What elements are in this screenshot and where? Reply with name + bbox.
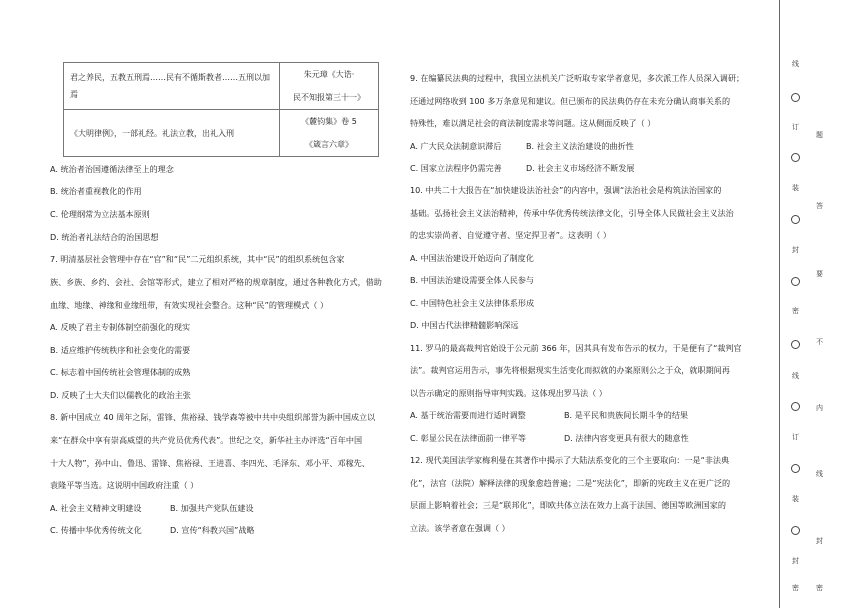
q9-option-c[interactable]: C. 国家立法程序仍需完善 bbox=[410, 163, 502, 173]
binding-char: 装 bbox=[792, 495, 799, 503]
circle-icon bbox=[791, 93, 800, 102]
source-line: 朱元璋《大诰· bbox=[303, 70, 355, 79]
binding-char: 内 bbox=[816, 404, 823, 412]
source-line: 《麓钧集》卷 5 bbox=[301, 117, 357, 126]
q10-option-a[interactable]: A. 中国法治建设开始迈向了制度化 bbox=[410, 253, 534, 263]
binding-char: 订 bbox=[792, 433, 799, 441]
binding-column bbox=[788, 0, 848, 608]
binding-char: 线 bbox=[792, 372, 799, 380]
q9-stem-line: 还通过网络收到 100 多万条意见和建议。但已颁布的民法典仍存在未充分确认商事关系的 bbox=[410, 96, 731, 106]
circle-icon bbox=[791, 277, 800, 286]
q10-stem-line: 基础。弘扬社会主义法治精神，传承中华优秀传统法律文化，引导全体人民做社会主义法治 bbox=[410, 208, 734, 218]
q11-option-a[interactable]: A. 基于统治需要而进行适时调整 bbox=[410, 410, 526, 420]
q10-stem-line: 的忠实崇尚者、自觉遵守者、坚定捍卫者”。这表明（ ） bbox=[410, 230, 612, 240]
q6-option-b[interactable]: B. 统治者重视教化的作用 bbox=[50, 186, 142, 196]
circle-icon bbox=[791, 215, 800, 224]
q6-option-a[interactable]: A. 统治者治国遵循法律至上的理念 bbox=[50, 164, 174, 174]
table-cell-content: 君之养民，五教五刑焉……民有不循斯教者……五刑以加焉 bbox=[64, 63, 280, 110]
q10-option-c[interactable]: C. 中国特色社会主义法律体系形成 bbox=[410, 298, 535, 308]
q7-option-c[interactable]: C. 标志着中国传统社会管理体制的成熟 bbox=[50, 367, 191, 377]
q7-option-a[interactable]: A. 反映了君主专制体制空前强化的现实 bbox=[50, 322, 191, 332]
source-line: 民不知报第三十一》 bbox=[293, 93, 365, 102]
q10-option-b[interactable]: B. 中国法治建设需要全体人民参与 bbox=[410, 275, 535, 285]
q8-stem-line: 8. 新中国成立 40 周年之际，雷锋、焦裕禄、钱学森等被中共中央组织部誉为新中国成立以 bbox=[50, 412, 376, 422]
circle-icon bbox=[791, 340, 800, 349]
q12-stem-line: 化”，法官（法院）解释法律的现象愈趋普遍；二是“宪法化”，即新的宪政主义在更广泛的 bbox=[410, 478, 731, 488]
q8-option-c[interactable]: C. 传播中华优秀传统文化 bbox=[50, 525, 142, 535]
q12-stem-line: 12. 现代美国法学家梅利曼在其著作中揭示了大陆法系变化的三个主要取向：一是“非法典 bbox=[410, 455, 730, 465]
q7-stem-line: 7. 明清基层社会管理中存在“官”和“民”二元组织系统，其中“民”的组织系统包含家 bbox=[50, 254, 345, 264]
q6-option-d[interactable]: D. 统治者礼法结合的治国思想 bbox=[50, 232, 159, 242]
q8-option-b[interactable]: B. 加强共产党队伍建设 bbox=[170, 503, 254, 513]
q6-option-c[interactable]: C. 伦理纲常为立法基本原则 bbox=[50, 209, 150, 219]
q10-option-d[interactable]: D. 中国古代法律精髓影响深远 bbox=[410, 320, 519, 330]
q9-option-a[interactable]: A. 广大民众法制意识滞后 bbox=[410, 141, 502, 151]
q9-stem-line: 特殊性，难以满足社会的商法制度需求等问题。这从侧面反映了（ ） bbox=[410, 118, 656, 128]
circle-icon bbox=[791, 153, 800, 162]
table-cell-content: 《大明律例》，一部礼经。礼法立教，出礼入刑 bbox=[64, 110, 280, 157]
q8-stem-line: 袁隆平等当选。这说明中国政府注重（ ） bbox=[50, 480, 199, 490]
q11-option-d[interactable]: D. 法律内容变更具有很大的随意性 bbox=[564, 433, 689, 443]
table-row bbox=[64, 110, 379, 157]
source-line: 《箴言六章》 bbox=[305, 140, 353, 149]
q9-option-b[interactable]: B. 社会主义法治建设的曲折性 bbox=[526, 141, 634, 151]
q11-stem-line: 法”。裁判官运用告示，事先将根据现实生活变化而拟就的办案原则公之于众，就职期间再 bbox=[410, 365, 730, 375]
q8-stem-line: 来“在群众中享有崇高威望的共产党员优秀代表”。世纪之交，新华社主办评选“百年中国 bbox=[50, 435, 363, 445]
q8-stem-line: 十大人物”，孙中山、鲁迅、雷锋、焦裕禄、王进喜、李四光、毛泽东、邓小平、邓稼先、 bbox=[50, 458, 370, 468]
binding-line bbox=[779, 0, 780, 608]
binding-char: 线 bbox=[792, 60, 799, 68]
q12-stem-line: 立法。该学者意在强调（ ） bbox=[410, 523, 510, 533]
binding-char: 密 bbox=[792, 584, 799, 592]
table-row bbox=[64, 63, 379, 110]
q10-stem-line: 10. 中共二十大报告在“加快建设法治社会”的内容中，强调“法治社会是构筑法治国家的 bbox=[410, 185, 722, 195]
circle-icon bbox=[791, 526, 800, 535]
q11-stem-line: 以告示确定的原则指导审判实践。这体现出罗马法（ ） bbox=[410, 388, 607, 398]
q11-option-b[interactable]: B. 是平民和贵族间长期斗争的结果 bbox=[564, 410, 689, 420]
q7-stem-line: 族、乡族、乡约、会社、会馆等形式，建立了相对严格的规章制度，通过各种教化方式，借助 bbox=[50, 277, 382, 287]
circle-icon bbox=[791, 464, 800, 473]
binding-char: 要 bbox=[816, 270, 823, 278]
binding-char: 题 bbox=[816, 131, 823, 139]
binding-char: 装 bbox=[792, 184, 799, 192]
q12-stem-line: 层面上影响着社会；三是“联邦化”，即欧共体立法在效力上高于法国、德国等欧洲国家的 bbox=[410, 500, 726, 510]
q11-option-c[interactable]: C. 彰显公民在法律面前一律平等 bbox=[410, 433, 527, 443]
binding-char: 订 bbox=[792, 123, 799, 131]
binding-char: 线 bbox=[816, 470, 823, 478]
q8-option-a[interactable]: A. 社会主义精神文明建设 bbox=[50, 503, 142, 513]
q9-stem-line: 9. 在编纂民法典的过程中，我国立法机关广泛听取专家学者意见，多次派工作人员深入调研； bbox=[410, 73, 745, 83]
binding-char: 封 bbox=[792, 246, 799, 254]
circle-icon bbox=[791, 402, 800, 411]
binding-char: 不 bbox=[816, 338, 823, 346]
binding-char: 封 bbox=[816, 537, 823, 545]
table-cell-source bbox=[280, 110, 379, 157]
binding-char: 密 bbox=[816, 584, 823, 592]
q7-option-d[interactable]: D. 反映了士大夫们以儒教化的政治主张 bbox=[50, 390, 191, 400]
binding-char: 密 bbox=[792, 307, 799, 315]
q11-stem-line: 11. 罗马的最高裁判官始设于公元前 366 年，因其具有发布告示的权力，于是便有了“裁判官 bbox=[410, 343, 742, 353]
binding-char: 答 bbox=[816, 202, 823, 210]
source-table bbox=[63, 62, 379, 157]
q8-option-d[interactable]: D. 宣传“科教兴国”战略 bbox=[170, 525, 255, 535]
binding-char: 封 bbox=[792, 557, 799, 565]
q7-option-b[interactable]: B. 适应维护传统秩序和社会变化的需要 bbox=[50, 345, 191, 355]
q7-stem-line: 血缘、地缘、神缘和业缘纽带，有效实现社会整合。这种“民”的管理模式（ ） bbox=[50, 300, 329, 310]
q9-option-d[interactable]: D. 社会主义市场经济不断发展 bbox=[526, 163, 635, 173]
table-cell-source bbox=[280, 63, 379, 110]
